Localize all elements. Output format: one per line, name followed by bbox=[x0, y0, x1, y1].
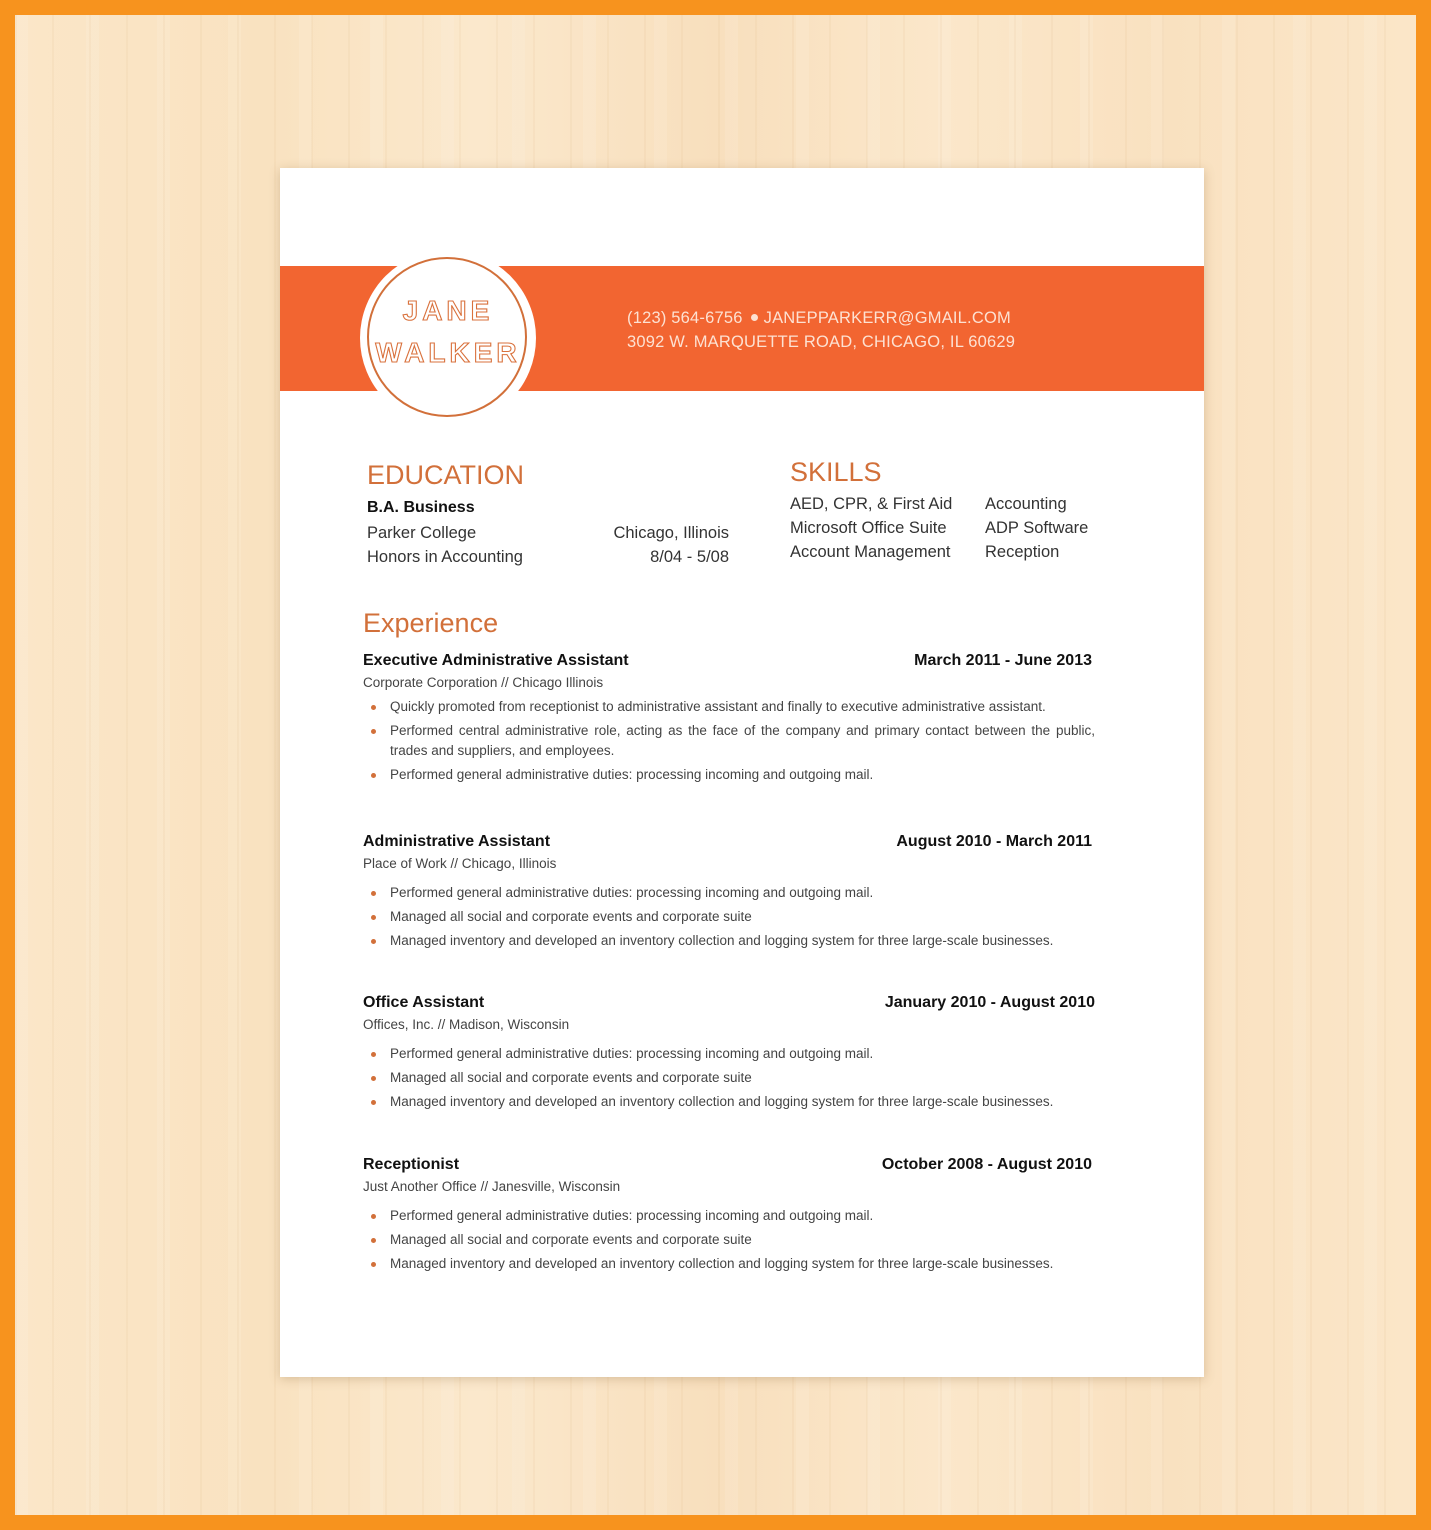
job-bullet bbox=[363, 1254, 1095, 1274]
bullet-icon bbox=[371, 705, 376, 710]
last-name: WALKER bbox=[375, 337, 521, 368]
bullet-icon bbox=[371, 1262, 376, 1267]
bullet-icon bbox=[371, 773, 376, 778]
bullet-text: Managed all social and corporate events and corporate suite bbox=[390, 909, 752, 924]
job-bullet bbox=[363, 1044, 1095, 1064]
education-honors: Honors in Accounting bbox=[367, 548, 523, 566]
skill-item: Reception bbox=[985, 543, 1060, 561]
bullet-text: Managed inventory and developed an inventory collection and logging system for three large-scale businesses. bbox=[390, 933, 1054, 948]
job-bullet-list bbox=[363, 697, 1095, 789]
skill-item: Account Management bbox=[790, 543, 951, 561]
job-company: Corporate Corporation // Chicago Illinois bbox=[363, 675, 604, 690]
education-location: Chicago, Illinois bbox=[613, 524, 729, 542]
skill-item: AED, CPR, & First Aid bbox=[790, 495, 953, 513]
bullet-text: Managed all social and corporate events and corporate suite bbox=[390, 1070, 752, 1085]
name-badge bbox=[360, 250, 536, 426]
job-bullet bbox=[363, 931, 1095, 951]
job-company: Place of Work // Chicago, Illinois bbox=[363, 856, 557, 871]
phone-number: (123) 564-6756 bbox=[627, 309, 743, 327]
bullet-text: Performed general administrative duties: processing incoming and outgoing mail. bbox=[390, 1046, 874, 1061]
bullet-icon bbox=[371, 915, 376, 920]
bullet-icon bbox=[371, 891, 376, 896]
skill-item: Microsoft Office Suite bbox=[790, 519, 947, 537]
job-bullet-list bbox=[363, 1044, 1095, 1116]
job-dates: January 2010 - August 2010 bbox=[884, 994, 1095, 1011]
job-bullet bbox=[363, 765, 1095, 785]
experience-heading: Experience bbox=[363, 608, 499, 638]
job-title: Office Assistant bbox=[363, 994, 485, 1011]
contact-line-1 bbox=[627, 309, 1011, 328]
resume-page bbox=[280, 168, 1204, 1377]
education-degree: B.A. Business bbox=[367, 499, 475, 516]
bullet-icon bbox=[371, 1100, 376, 1105]
email-address: JANEPPARKERR@GMAIL.COM bbox=[763, 309, 1011, 327]
job-title: Receptionist bbox=[363, 1156, 460, 1173]
separator-dot bbox=[751, 314, 758, 321]
job-company: Offices, Inc. // Madison, Wisconsin bbox=[363, 1017, 570, 1032]
bullet-text: Managed inventory and developed an inventory collection and logging system for three large-scale businesses. bbox=[390, 1256, 1054, 1271]
job-bullet bbox=[363, 1230, 1095, 1250]
bullet-icon bbox=[371, 1076, 376, 1081]
bullet-icon bbox=[371, 1214, 376, 1219]
job-bullet-list bbox=[363, 883, 1095, 955]
bullet-text: Quickly promoted from receptionist to administrative assistant and finally to executive administrative assistant. bbox=[390, 699, 1046, 714]
bullet-icon bbox=[371, 1238, 376, 1243]
education-school: Parker College bbox=[367, 524, 477, 542]
job-dates: March 2011 - June 2013 bbox=[914, 652, 1092, 669]
bullet-icon bbox=[371, 939, 376, 944]
education-dates: 8/04 - 5/08 bbox=[650, 548, 729, 566]
job-title: Executive Administrative Assistant bbox=[363, 652, 629, 669]
skill-item: ADP Software bbox=[985, 519, 1089, 537]
job-bullet bbox=[363, 1068, 1095, 1088]
bullet-text: Performed central administrative role, acting as the face of the company and primary contact between the public, trades and suppliers, and employees. bbox=[390, 723, 1095, 758]
job-bullet bbox=[363, 721, 1095, 761]
job-dates: October 2008 - August 2010 bbox=[881, 1156, 1092, 1173]
bullet-text: Managed inventory and developed an inventory collection and logging system for three large-scale businesses. bbox=[390, 1094, 1054, 1109]
bullet-text: Managed all social and corporate events and corporate suite bbox=[390, 1232, 752, 1247]
first-name: JANE bbox=[402, 295, 494, 326]
skill-item: Accounting bbox=[985, 495, 1067, 513]
education-heading: EDUCATION bbox=[367, 460, 525, 490]
job-dates: August 2010 - March 2011 bbox=[896, 833, 1092, 850]
job-bullet bbox=[363, 697, 1095, 717]
job-bullet-list bbox=[363, 1206, 1095, 1278]
skills-heading: SKILLS bbox=[790, 457, 882, 487]
bullet-icon bbox=[371, 729, 376, 734]
job-title: Administrative Assistant bbox=[363, 833, 551, 850]
bullet-text: Performed general administrative duties: processing incoming and outgoing mail. bbox=[390, 767, 874, 782]
job-company: Just Another Office // Janesville, Wisconsin bbox=[363, 1179, 621, 1194]
job-bullet bbox=[363, 883, 1095, 903]
job-bullet bbox=[363, 1206, 1095, 1226]
bullet-icon bbox=[371, 1052, 376, 1057]
address-line: 3092 W. MARQUETTE ROAD, CHICAGO, IL 60629 bbox=[627, 333, 1016, 351]
job-bullet bbox=[363, 1092, 1095, 1112]
bullet-text: Performed general administrative duties: processing incoming and outgoing mail. bbox=[390, 1208, 874, 1223]
bullet-text: Performed general administrative duties: processing incoming and outgoing mail. bbox=[390, 885, 874, 900]
job-bullet bbox=[363, 907, 1095, 927]
